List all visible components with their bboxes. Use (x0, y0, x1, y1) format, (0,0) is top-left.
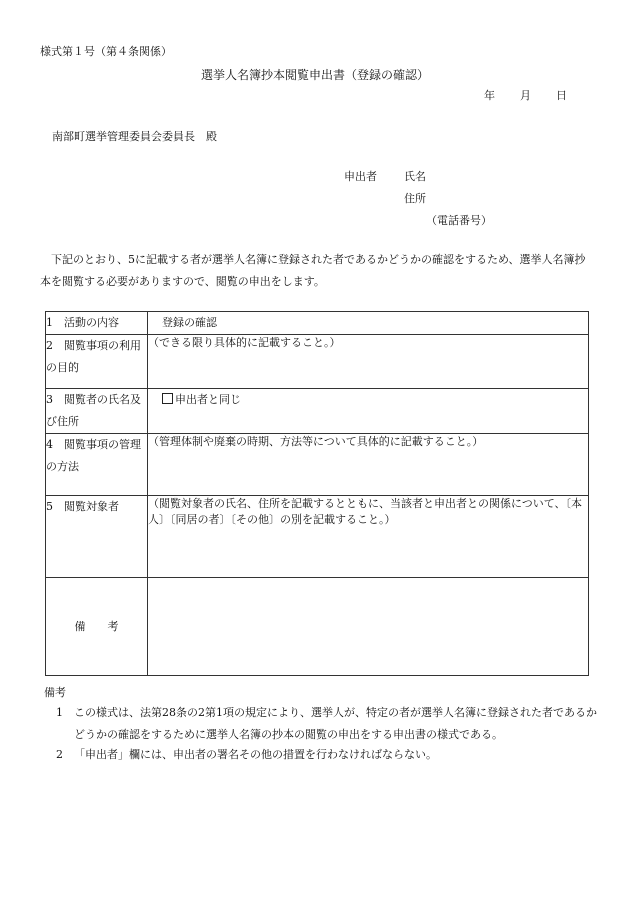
row-value-activity[interactable]: 登録の確認 (148, 312, 589, 335)
page-title: 選挙人名簿抄本閲覧申出書（登録の確認） (200, 68, 429, 82)
table-row (46, 578, 589, 676)
table-row (46, 335, 589, 389)
applicant-phone-label: （電話番号） (426, 214, 492, 227)
row-label-target: 5 閲覧対象者 (46, 496, 148, 578)
row-value-purpose[interactable]: （できる限り具体的に記載すること。） (148, 335, 589, 389)
form-number: 様式第１号（第４条関係） (40, 45, 172, 58)
row-value-remarks[interactable] (148, 578, 589, 676)
note-text: この様式は、法第28条の2第1項の規定により、選挙人が、特定の者が選挙人名簿に登録された者であるかどうかの確認をするために選挙人名簿の抄本の閲覧の申出をする申出書の様式である。 (74, 706, 597, 741)
row-value-target[interactable]: （閲覧対象者の氏名、住所を記載するとともに、当該者と申出者との関係について、〔本人〕〔同居の者〕〔その他〕の別を記載すること。） (148, 496, 589, 578)
note-item (56, 702, 601, 746)
applicant-label: 申出者 (344, 170, 377, 183)
applicant-name-label: 氏名 (404, 170, 426, 183)
addressee: 南部町選挙管理委員会委員長 殿 (52, 130, 217, 143)
row-label-activity: 1 活動の内容 (46, 312, 148, 335)
row-label-purpose: 2 閲覧事項の利用の目的 (46, 335, 148, 389)
same-as-applicant-label: 申出者と同じ (175, 393, 241, 406)
row-label-management: 4 閲覧事項の管理の方法 (46, 434, 148, 496)
note-text: 「申出者」欄には、申出者の署名その他の措置を行わなければならない。 (74, 748, 437, 761)
table-row (46, 389, 589, 434)
date-month-label: 月 (520, 89, 531, 102)
note-number: 1 (56, 706, 63, 719)
row-value-viewer[interactable] (148, 389, 589, 434)
date-year-label: 年 (484, 89, 495, 102)
intro-paragraph: 下記のとおり、5に記載する者が選挙人名簿に登録された者であるかどうかの確認をするため、選挙人名簿抄本を閲覧する必要がありますので、閲覧の申出をします。 (40, 253, 586, 288)
application-table (45, 311, 589, 676)
table-row (46, 496, 589, 578)
note-item (56, 744, 601, 766)
table-row (46, 434, 589, 496)
note-number: 2 (56, 748, 63, 761)
row-value-management[interactable]: （管理体制や廃棄の時期、方法等について具体的に記載すること。） (148, 434, 589, 496)
date-day-label: 日 (556, 89, 567, 102)
table-row (46, 312, 589, 335)
row-label-viewer: 3 閲覧者の氏名及び住所 (46, 389, 148, 434)
applicant-address-label: 住所 (404, 192, 426, 205)
notes-heading: 備考 (44, 686, 66, 699)
row-label-remarks: 備 考 (46, 578, 148, 676)
checkbox[interactable] (162, 393, 173, 404)
